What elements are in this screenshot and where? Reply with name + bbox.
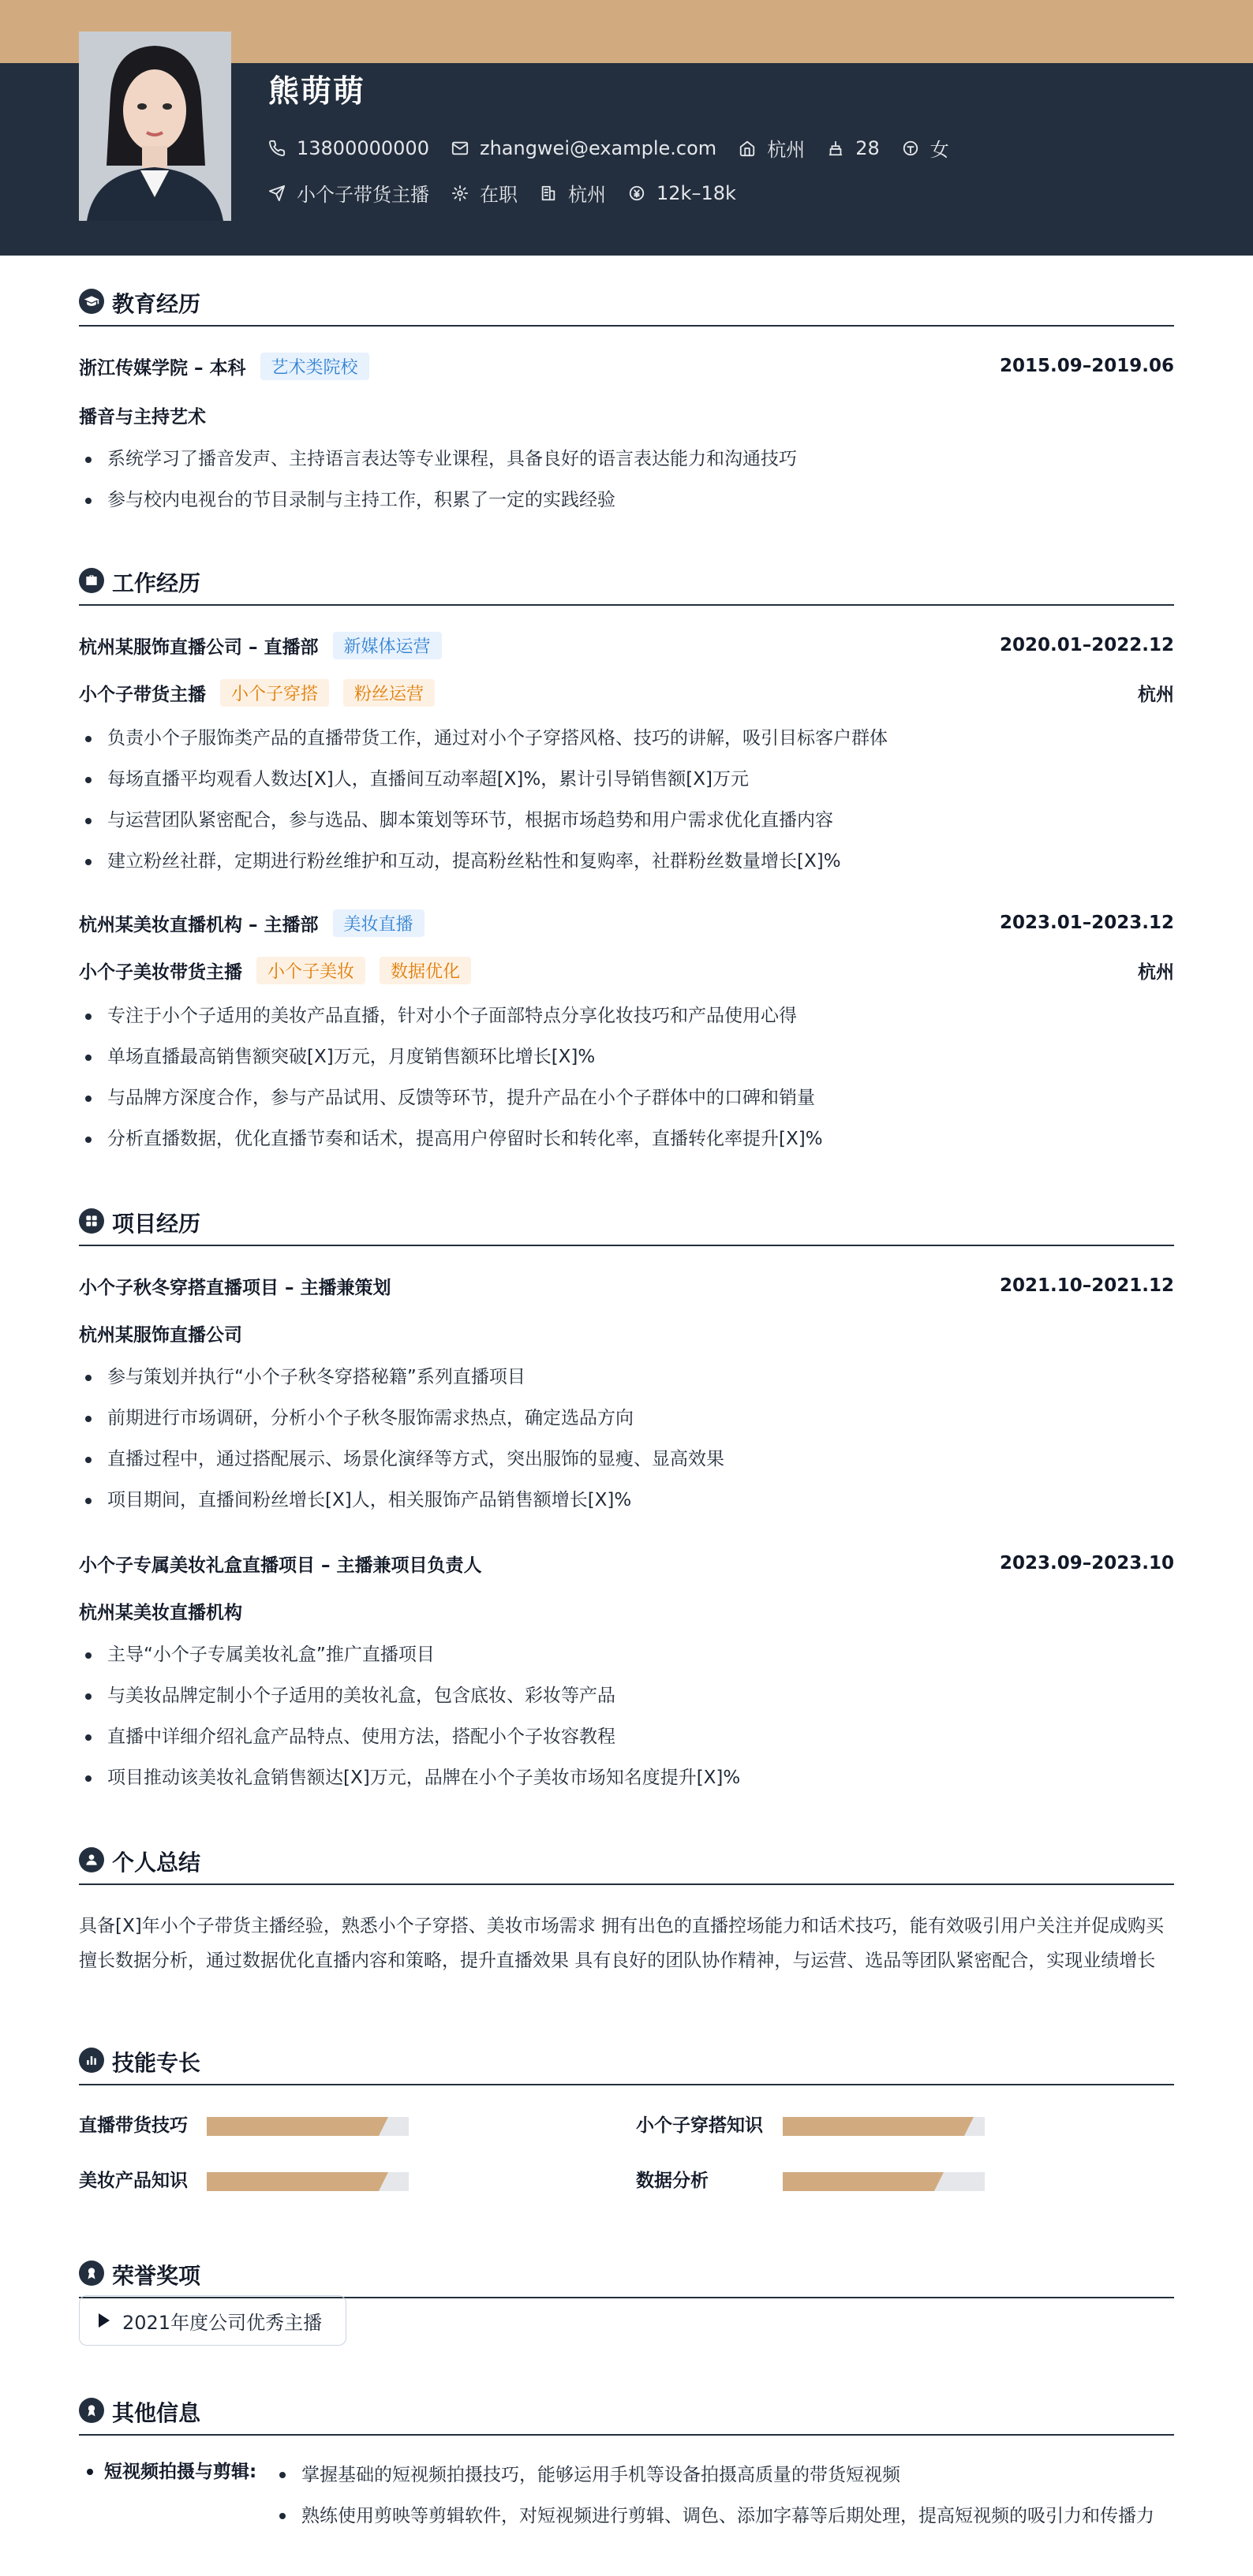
work-bullets <box>79 724 1174 888</box>
cake-icon <box>827 140 844 157</box>
skill-item <box>636 2109 763 2137</box>
project-org: 杭州某服饰直播公司 <box>79 1324 242 1346</box>
home-icon <box>739 140 756 157</box>
skill-name: 美妆产品知识 <box>79 2170 188 2191</box>
job-intent-row <box>268 179 758 207</box>
bullet-dot <box>87 2469 93 2475</box>
school-tag: 艺术类院校 <box>260 353 369 380</box>
info-award-icon <box>79 2398 104 2423</box>
skill-name: 直播带货技巧 <box>79 2115 188 2136</box>
age-text: 28 <box>855 136 880 159</box>
candidate-name: 熊萌萌 <box>268 74 366 110</box>
contact-row <box>268 134 971 162</box>
list-item: 负责小个子服饰类产品的直播带货工作，通过对小个子穿搭风格、技巧的讲解，吸引目标客户群体 <box>79 724 1174 765</box>
list-item: 直播过程中，通过搭配展示、场景化演绎等方式，突出服饰的显瘦、显高效果 <box>79 1445 1174 1486</box>
company-tag: 美妆直播 <box>333 909 425 937</box>
list-item: 项目期间，直播间粉丝增长[X]人，相关服饰产品销售额增长[X]% <box>79 1486 1174 1527</box>
education-bullets <box>79 445 1174 527</box>
section-divider <box>79 1245 1174 1246</box>
award-icon <box>79 2261 104 2286</box>
section-other <box>79 2365 1174 2436</box>
education-date: 2015.09–2019.06 <box>999 356 1174 376</box>
section-skills <box>79 2014 1174 2085</box>
other-label: 短视频拍摄与剪辑: <box>104 2462 257 2482</box>
hometown-text: 杭州 <box>767 139 806 161</box>
project-header <box>79 1271 1174 1300</box>
section-title-work: 工作经历 <box>112 570 201 596</box>
list-item: 系统学习了播音发声、主持语言表达等专业课程，具备良好的语言表达能力和沟通技巧 <box>79 445 1174 486</box>
section-title-other: 其他信息 <box>112 2400 201 2426</box>
section-divider <box>79 2084 1174 2085</box>
section-divider <box>79 2434 1174 2436</box>
skill-bar <box>207 2172 409 2191</box>
skill-bar <box>783 2117 985 2136</box>
award-chip <box>79 2295 346 2346</box>
skill-name: 小个子穿搭知识 <box>636 2115 763 2136</box>
work-role-row <box>79 956 1174 984</box>
work-location: 杭州 <box>1138 961 1174 983</box>
phone-text: 13800000000 <box>297 136 429 159</box>
briefcase-icon <box>79 568 104 593</box>
section-summary <box>79 1814 1174 1885</box>
position-info <box>268 179 429 207</box>
phone-icon <box>268 140 286 157</box>
summary-text: 具备[X]年小个子带货主播经验，熟悉小个子穿搭、美妆市场需求 拥有出色的直播控场能力和话术技巧，能有效吸引用户关注并促成购买 擅长数据分析，通过数据优化直播内容和策略，提升直播效果 具有良好的团队协作精神，与运营、选品等团队紧密配合，实现业绩增长 <box>79 1916 1165 1971</box>
list-item: 分析直播数据，优化直播节奏和话术，提高用户停留时长和转化率，直播转化率提升[X]% <box>79 1125 1174 1166</box>
list-item: 与运营团队紧密配合，参与选品、脚本策划等环节，根据市场趋势和用户需求优化直播内容 <box>79 806 1174 847</box>
graduation-cap-icon <box>79 289 104 314</box>
section-work <box>79 535 1174 606</box>
status-info <box>451 179 518 207</box>
avatar <box>79 32 231 221</box>
section-title-education: 教育经历 <box>112 291 201 317</box>
work-role-row <box>79 678 1174 707</box>
role-tag: 粉丝运营 <box>343 679 435 707</box>
email-text: zhangwei@example.com <box>479 136 717 159</box>
skill-item <box>79 2164 188 2193</box>
gear-icon <box>451 185 469 202</box>
grid-icon <box>79 1208 104 1234</box>
role-tag: 数据优化 <box>380 957 471 984</box>
skill-name: 数据分析 <box>636 2170 709 2191</box>
list-item: 与美妆品牌定制小个子适用的美妆礼盒，包含底妆、彩妆等产品 <box>79 1682 1174 1723</box>
section-education <box>79 256 1174 327</box>
skill-item <box>636 2164 709 2193</box>
school-name: 浙江传媒学院 – 本科 <box>79 357 246 379</box>
section-awards <box>79 2227 1174 2298</box>
section-divider <box>79 604 1174 606</box>
status-text: 在职 <box>480 184 518 206</box>
gender-icon <box>902 140 919 157</box>
salary-info <box>628 182 736 204</box>
company-name: 杭州某服饰直播公司 – 直播部 <box>79 637 319 658</box>
work-header <box>79 909 1174 937</box>
award-name: 2021年度公司优秀主播 <box>122 2311 323 2334</box>
education-header <box>79 352 1174 380</box>
skill-bar <box>207 2117 409 2136</box>
email-info <box>451 137 716 159</box>
skill-item <box>79 2109 188 2137</box>
list-item: 项目推动该美妆礼盒销售额达[X]万元，品牌在小个子美妆市场知名度提升[X]% <box>79 1764 1174 1805</box>
work-location: 杭州 <box>1138 684 1174 705</box>
skill-bar-fill <box>207 2172 379 2191</box>
project-org-row <box>79 1596 1174 1625</box>
position-text: 小个子带货主播 <box>297 184 429 206</box>
skill-bar-fill <box>783 2117 964 2136</box>
user-icon <box>79 1847 104 1872</box>
project-date: 2021.10–2021.12 <box>999 1275 1174 1296</box>
other-list <box>273 2458 1174 2540</box>
section-title-skills: 技能专长 <box>112 2050 201 2076</box>
company-tag: 新媒体运营 <box>333 632 442 659</box>
role-name: 小个子美妆带货主播 <box>79 961 242 983</box>
role-name: 小个子带货主播 <box>79 684 206 705</box>
project-date: 2023.09–2023.10 <box>999 1553 1174 1574</box>
major-name: 播音与主持艺术 <box>79 406 206 427</box>
play-icon <box>99 2313 110 2328</box>
phone-info <box>268 137 429 159</box>
skill-bar-fill <box>207 2117 379 2136</box>
list-item: 专注于小个子适用的美妆产品直播，针对小个子面部特点分享化妆技巧和产品使用心得 <box>79 1002 1174 1043</box>
company-name: 杭州某美妆直播机构 – 主播部 <box>79 914 319 935</box>
city-text: 杭州 <box>568 184 606 206</box>
age-info <box>827 137 880 159</box>
city-info <box>540 179 606 207</box>
work-header <box>79 631 1174 659</box>
list-item: 参与策划并执行“小个子秋冬穿搭秘籍”系列直播项目 <box>79 1363 1174 1404</box>
project-bullets <box>79 1363 1174 1527</box>
gender-info <box>902 134 949 162</box>
section-divider <box>79 325 1174 327</box>
gender-text: 女 <box>929 139 949 161</box>
work-bullets <box>79 1002 1174 1166</box>
project-header <box>79 1549 1174 1577</box>
mail-icon <box>451 140 469 157</box>
project-org-row <box>79 1319 1174 1347</box>
list-item: 单场直播最高销售额突破[X]万元，月度销售额环比增长[X]% <box>79 1043 1174 1084</box>
list-item: 与品牌方深度合作，参与产品试用、反馈等环节，提升产品在小个子群体中的口碑和销量 <box>79 1084 1174 1125</box>
skill-bar <box>783 2172 985 2191</box>
work-date: 2020.01–2022.12 <box>999 635 1174 655</box>
section-title-summary: 个人总结 <box>112 1850 201 1876</box>
list-item: 参与校内电视台的节目录制与主持工作，积累了一定的实践经验 <box>79 486 1174 527</box>
role-tag: 小个子穿搭 <box>220 679 329 707</box>
list-item: 建立粉丝社群，定期进行粉丝维护和互动，提高粉丝粘性和复购率，社群粉丝数量增长[X]% <box>79 847 1174 888</box>
list-item: 前期进行市场调研，分析小个子秋冬服饰需求热点，确定选品方向 <box>79 1404 1174 1445</box>
section-projects <box>79 1175 1174 1246</box>
project-title: 小个子专属美妆礼盒直播项目 – 主播兼项目负责人 <box>79 1555 482 1576</box>
section-divider <box>79 1883 1174 1885</box>
project-title: 小个子秋冬穿搭直播项目 – 主播兼策划 <box>79 1277 391 1298</box>
role-tag: 小个子美妆 <box>256 957 365 984</box>
education-major-row <box>79 401 1174 429</box>
list-item: 每场直播平均观看人数达[X]人，直播间互动率超[X]%，累计引导销售额[X]万元 <box>79 765 1174 806</box>
hometown-info <box>739 134 805 162</box>
salary-text: 12k–18k <box>656 181 736 204</box>
list-item: 直播中详细介绍礼盒产品特点、使用方法，搭配小个子妆容教程 <box>79 1723 1174 1764</box>
bar-chart-icon <box>79 2048 104 2073</box>
money-icon <box>628 185 645 202</box>
section-title-projects: 项目经历 <box>112 1211 201 1237</box>
list-item: 主导“小个子专属美妆礼盒”推广直播项目 <box>79 1641 1174 1682</box>
project-org: 杭州某美妆直播机构 <box>79 1602 242 1623</box>
send-icon <box>268 185 286 202</box>
project-bullets <box>79 1641 1174 1805</box>
building-icon <box>540 185 557 202</box>
work-date: 2023.01–2023.12 <box>999 913 1174 933</box>
skill-bar-fill <box>783 2172 934 2191</box>
section-title-awards: 荣誉奖项 <box>112 2263 201 2289</box>
list-item: 熟练使用剪映等剪辑软件，对短视频进行剪辑、调色、添加字幕等后期处理，提高短视频的吸引力和传播力 <box>273 2499 1174 2533</box>
list-item: 掌握基础的短视频拍摄技巧，能够运用手机等设备拍摄高质量的带货短视频 <box>273 2458 1174 2492</box>
